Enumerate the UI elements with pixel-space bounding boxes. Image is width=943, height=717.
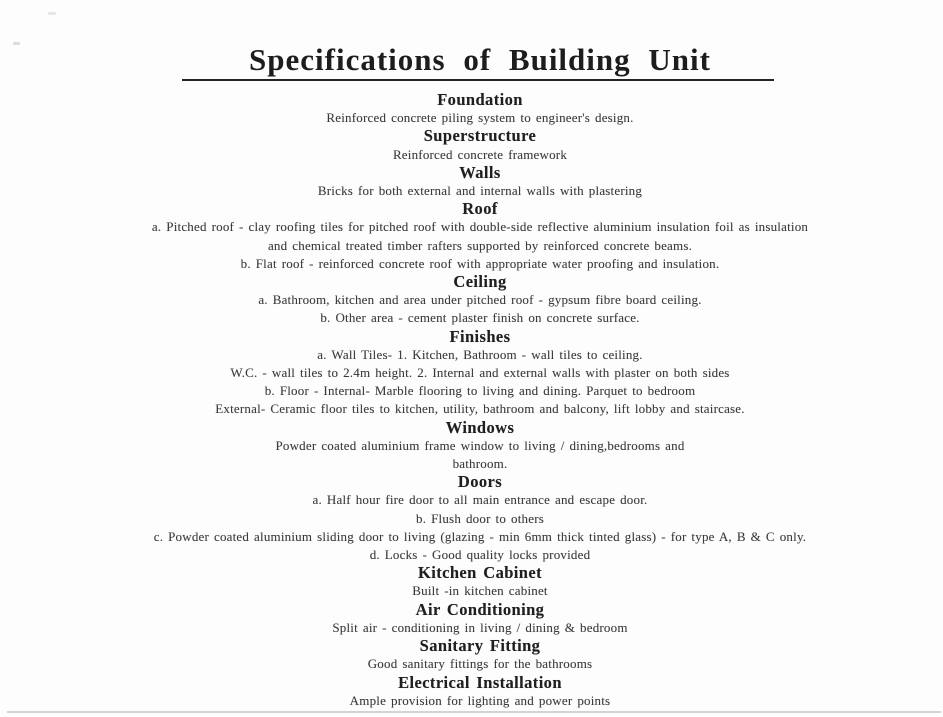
- section-line: Reinforced concrete framework: [392, 146, 568, 162]
- section-line: Bricks for both external and internal walls with plastering: [317, 183, 643, 199]
- section-line: a. Half hour fire door to all main entrance and escape door.: [312, 492, 648, 508]
- section-line: bathroom.: [452, 456, 508, 472]
- section-heading: Ceiling: [453, 272, 507, 292]
- spec-section: [17, 419, 943, 474]
- section-line: b. Flush door to others: [416, 510, 544, 526]
- section-line: b. Floor - Internal- Marble flooring to living and dining. Parquet to bedroom: [264, 383, 696, 399]
- section-heading: Air Conditioning: [415, 599, 545, 619]
- spec-section: [17, 91, 943, 127]
- section-line: b. Other area - cement plaster finish on concrete surface.: [320, 310, 640, 326]
- section-line: Powder coated aluminium frame window to living / dining,bedrooms and: [275, 437, 685, 453]
- section-line: Good sanitary fittings for the bathrooms: [367, 656, 593, 672]
- spec-section: [17, 674, 943, 710]
- section-heading: Windows: [445, 417, 515, 437]
- section-heading: Walls: [459, 162, 501, 182]
- section-line: c. Powder coated aluminium sliding door to living (glazing - min 6mm thick tinted glass) - for type A, B & C only.: [153, 528, 807, 544]
- section-heading: Electrical Installation: [398, 672, 562, 692]
- section-line: External- Ceramic floor tiles to kitchen, utility, bathroom and balcony, lift lobby and staircase.: [215, 401, 745, 417]
- section-line: and chemical treated timber rafters supported by reinforced concrete beams.: [267, 237, 693, 253]
- spec-section: [17, 200, 943, 273]
- section-line: a. Bathroom, kitchen and area under pitched roof - gypsum fibre board ceiling.: [258, 292, 702, 308]
- section-heading: Finishes: [449, 326, 511, 346]
- spec-section: [17, 328, 943, 419]
- scan-artifact-bottom-edge: [7, 711, 941, 713]
- section-heading: Roof: [462, 199, 498, 219]
- spec-section: [17, 601, 943, 637]
- scan-artifact-speck: [13, 42, 20, 45]
- section-heading: Superstructure: [423, 126, 537, 146]
- section-heading: Kitchen Cabinet: [418, 563, 542, 583]
- spec-section: [17, 637, 943, 673]
- page-title: Specifications of Building Unit: [249, 42, 711, 77]
- section-heading: Sanitary Fitting: [419, 636, 541, 656]
- spec-section: [17, 273, 943, 328]
- section-line: Reinforced concrete piling system to engineer's design.: [326, 110, 634, 126]
- scan-artifact-speck: [48, 12, 56, 15]
- section-line: a. Pitched roof - clay roofing tiles for pitched roof with double-side reflective aluminium insulation foil as insulation: [151, 219, 809, 235]
- section-line: a. Wall Tiles- 1. Kitchen, Bathroom - wall tiles to ceiling.: [317, 346, 643, 362]
- spec-section: [17, 473, 943, 564]
- section-line: W.C. - wall tiles to 2.4m height. 2. Internal and external walls with plaster on both sides: [230, 365, 730, 381]
- title-underline: [182, 79, 774, 81]
- section-line: Built -in kitchen cabinet: [412, 583, 548, 599]
- section-heading: Doors: [457, 472, 503, 492]
- spec-section: [17, 164, 943, 200]
- section-line: b. Flat roof - reinforced concrete roof with appropriate water proofing and insulation.: [240, 255, 720, 271]
- section-heading: Foundation: [437, 90, 523, 109]
- section-line: d. Locks - Good quality locks provided: [369, 547, 591, 563]
- section-line: Ample provision for lighting and power points: [349, 692, 611, 708]
- spec-section: [17, 127, 943, 163]
- spec-sections: [17, 91, 943, 710]
- section-line: Split air - conditioning in living / dining & bedroom: [332, 619, 628, 635]
- spec-section: [17, 564, 943, 600]
